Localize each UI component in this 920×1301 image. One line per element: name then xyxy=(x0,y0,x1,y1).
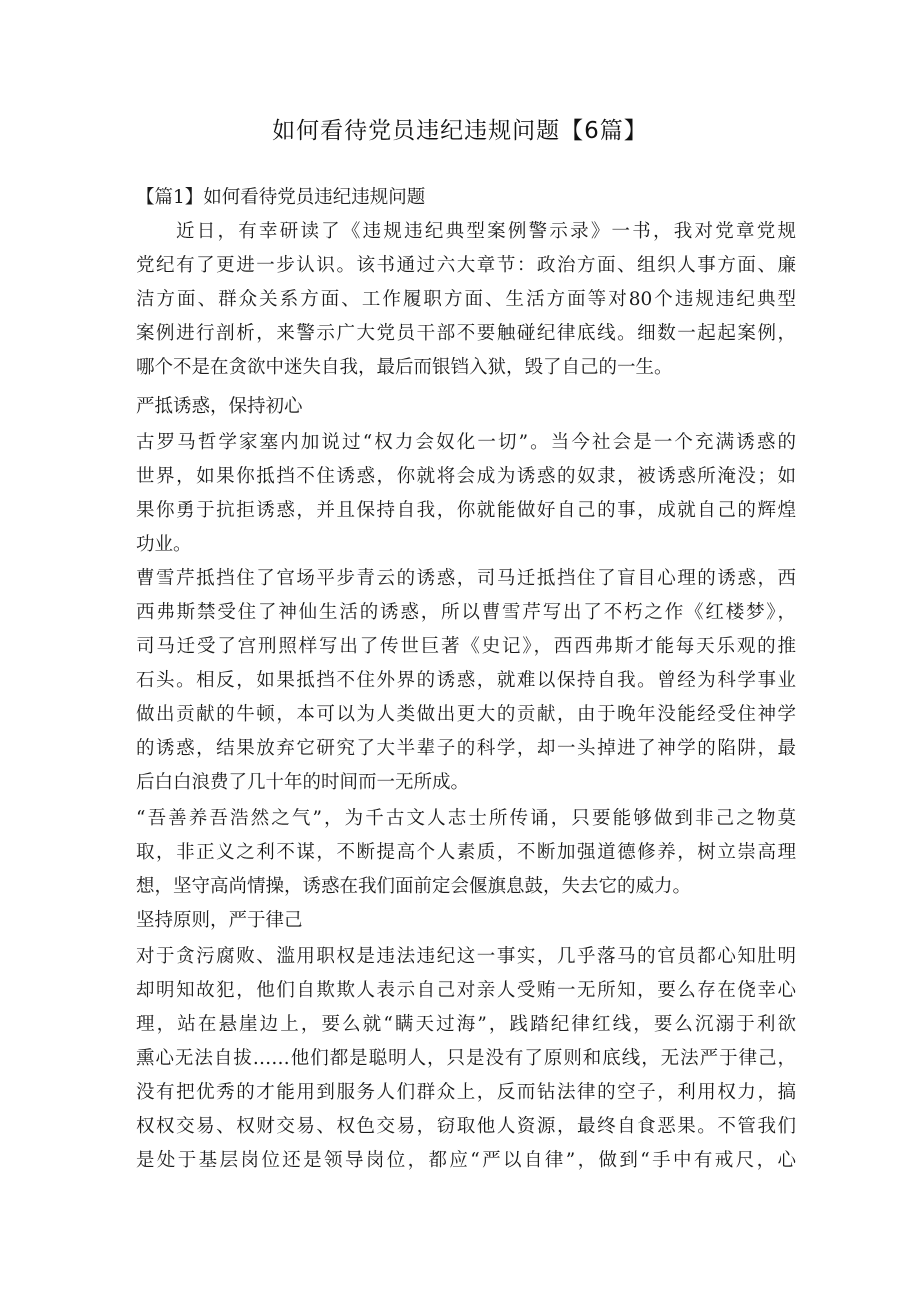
paragraph-line: 司马迁受了宫刑照样写出了传世巨著《史记》，西西弗斯才能每天乐观的推 xyxy=(136,636,796,657)
paragraph-line: 熏心无法自拔……他们都是聪明人，只是没有了原则和底线，无法严于律己， xyxy=(136,1048,796,1069)
subheading: 坚持原则，严于律己 xyxy=(136,910,303,931)
paragraph-line: 权权交易、权财交易、权色交易，窃取他人资源，最终自食恶果。不管我们 xyxy=(136,1116,796,1137)
paragraph-line: 的诱惑，结果放弃它研究了大半辈子的科学，却一头掉进了神学的陷阱，最 xyxy=(136,738,796,759)
paragraph-line: 近日，有幸研读了《违规违纪典型案例警示录》一书，我对党章党规 xyxy=(176,221,796,242)
document-title: 如何看待党员违纪违规问题【6篇】 xyxy=(272,118,648,144)
paragraph-line: 做出贡献的牛顿，本可以为人类做出更大的贡献，由于晚年没能经受住神学 xyxy=(136,704,796,725)
paragraph-line: 却明知故犯，他们自欺欺人表示自己对亲人受贿一无所知，要么存在侥幸心 xyxy=(136,980,796,1001)
paragraph-line: 世界，如果你抵挡不住诱惑，你就将会成为诱惑的奴隶，被诱惑所淹没；如 xyxy=(136,466,796,487)
paragraph-line: 案例进行剖析，来警示广大党员干部不要触碰纪律底线。细数一起起案例， xyxy=(136,323,796,344)
paragraph-line: “吾善养吾浩然之气”，为千古文人志士所传诵，只要能够做到非己之物莫 xyxy=(136,808,796,829)
paragraph-line: 西弗斯禁受住了神仙生活的诱惑，所以曹雪芹写出了不朽之作《红楼梦》， xyxy=(136,602,796,623)
paragraph-line: 果你勇于抗拒诱惑，并且保持自我，你就能做好自己的事，成就自己的辉煌 xyxy=(136,500,796,521)
paragraph-line: 后白白浪费了几十年的时间而一无所成。 xyxy=(136,772,470,793)
paragraph-line: 想，坚守高尚情操，诱惑在我们面前定会偃旗息鼓，失去它的威力。 xyxy=(136,876,692,897)
paragraph-line: 党纪有了更进一步认识。该书通过六大章节：政治方面、组织人事方面、廉 xyxy=(136,255,796,276)
paragraph-line: 理，站在悬崖边上，要么就“瞒天过海”，践踏纪律红线，要么沉溺于利欲 xyxy=(136,1014,796,1035)
paragraph-line: 功业。 xyxy=(136,534,192,555)
paragraph-line: 古罗马哲学家塞内加说过“权力会奴化一切”。当今社会是一个充满诱惑的 xyxy=(136,432,796,453)
paragraph-line: 是处于基层岗位还是领导岗位，都应“严以自律”，做到“手中有戒尺，心 xyxy=(136,1150,796,1171)
paragraph-line: 取，非正义之利不谋，不断提高个人素质，不断加强道德修养，树立崇高理 xyxy=(136,842,796,863)
paragraph-line: 哪个不是在贪欲中迷失自我，最后而银铛入狱，毁了自己的一生。 xyxy=(136,357,673,378)
paragraph-line: 洁方面、群众关系方面、工作履职方面、生活方面等对80个违规违纪典型 xyxy=(136,289,796,310)
paragraph-line: 没有把优秀的才能用到服务人们群众上，反而钻法律的空子，利用权力，搞 xyxy=(136,1082,796,1103)
paragraph-line: 曹雪芹抵挡住了官场平步青云的诱惑，司马迁抵挡住了盲目心理的诱惑，西 xyxy=(136,568,796,589)
paragraph-line: 石头。相反，如果抵挡不住外界的诱惑，就难以保持自我。曾经为科学事业 xyxy=(136,670,796,691)
subheading: 严抵诱惑，保持初心 xyxy=(136,396,303,417)
section-heading: 【篇1】如何看待党员违纪违规问题 xyxy=(136,187,426,208)
paragraph-line: 对于贪污腐败、滥用职权是违法违纪这一事实，几乎落马的官员都心知肚明 xyxy=(136,946,796,967)
